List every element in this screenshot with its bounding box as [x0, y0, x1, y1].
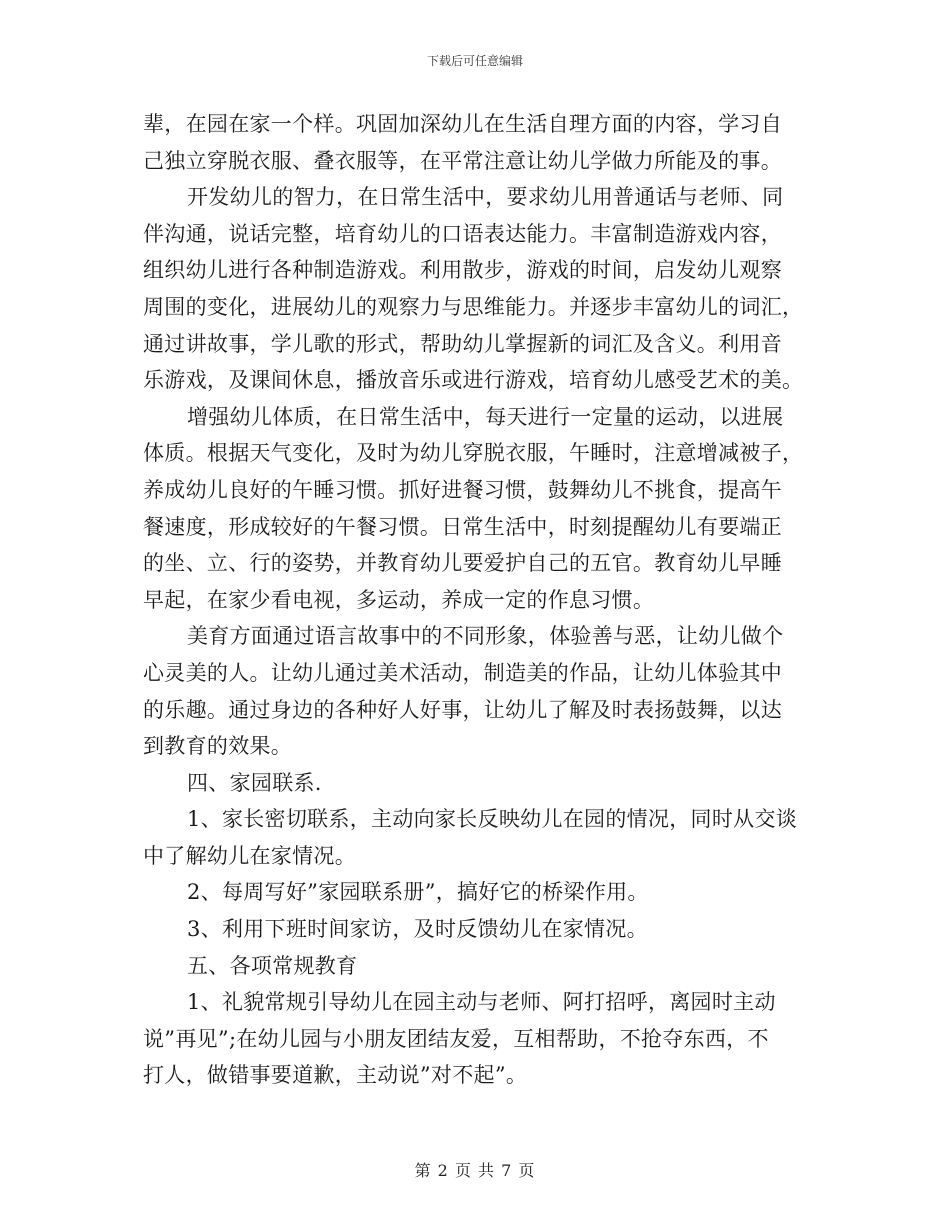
body-line: 的乐趣。通过身边的各种好人好事，让幼儿了解及时表扬鼓舞，以达: [143, 697, 782, 722]
body-line: 到教育的效果。: [143, 734, 293, 759]
body-line: 乐游戏，及课间休息，播放音乐或进行游戏，培育幼儿感受艺术的美。: [143, 368, 804, 393]
body-line: 组织幼儿进行各种制造游戏。利用散步，游戏的时间，启发幼儿观察: [143, 258, 782, 283]
body-line: 通过讲故事，学儿歌的形式，帮助幼儿掌握新的词汇及含义。利用音: [143, 331, 782, 356]
body-line: 辈，在园在家一个样。巩固加深幼儿在生活自理方面的内容，学习自: [143, 112, 782, 136]
body-line: 己独立穿脱衣服、叠衣服等，在平常注意让幼儿学做力所能及的事。: [143, 148, 782, 173]
body-line: 2、每周写好”家园联系册”，搞好它的桥梁作用。: [187, 880, 649, 905]
body-line: 餐速度，形成较好的午餐习惯。日常生活中，时刻提醒幼儿有要端正: [143, 514, 782, 539]
body-line: 1、礼貌常规引导幼儿在园主动与老师、阿打招呼，离园时主动: [187, 990, 776, 1015]
body-line: 增强幼儿体质，在日常生活中，每天进行一定量的运动，以进展: [187, 404, 784, 429]
body-line: 3、利用下班时间家访，及时反馈幼儿在家情况。: [187, 917, 648, 942]
body-line: 早起，在家少看电视，多运动，养成一定的作息习惯。: [143, 587, 655, 612]
body-line: 伴沟通，说话完整，培育幼儿的口语表达能力。丰富制造游戏内容，: [143, 221, 782, 246]
body-line: 体质。根据天气变化，及时为幼儿穿脱衣服，午睡时，注意增减被子，: [143, 441, 804, 466]
section-heading-home-school-contact: 四、家园联系.: [187, 770, 322, 795]
body-line: 养成幼儿良好的午睡习惯。抓好进餐习惯，鼓舞幼儿不挑食，提高午: [143, 477, 782, 502]
body-line: 1、家长密切联系，主动向家长反映幼儿在园的情况，同时从交谈: [187, 807, 798, 832]
body-line: 的坐、立、行的姿势，并教育幼儿要爱护自己的五官。教育幼儿早睡: [143, 551, 782, 576]
body-line: 开发幼儿的智力，在日常生活中，要求幼儿用普通话与老师、同: [187, 185, 784, 210]
body-line: 说”再见”;在幼儿园与小朋友团结友爱，互相帮助，不抢夺东西，不: [143, 1026, 769, 1051]
page-number-footer: 第 2 页 共 7 页: [414, 1161, 536, 1180]
body-line: 心灵美的人。让幼儿通过美术活动，制造美的作品，让幼儿体验其中: [143, 660, 782, 685]
body-line: 美育方面通过语言故事中的不同形象，体验善与恶，让幼儿做个: [187, 624, 784, 649]
body-line: 中了解幼儿在家情况。: [143, 843, 356, 868]
document-body: [143, 106, 811, 1094]
page-header: 下载后可任意编辑: [426, 54, 523, 68]
section-heading-routine-education: 五、各项常规教育: [187, 953, 358, 978]
body-line: 周围的变化，进展幼儿的观察力与思维能力。并逐步丰富幼儿的词汇，: [143, 294, 804, 319]
body-line: 打人，做错事要道歉，主动说”对不起”。: [143, 1063, 528, 1088]
